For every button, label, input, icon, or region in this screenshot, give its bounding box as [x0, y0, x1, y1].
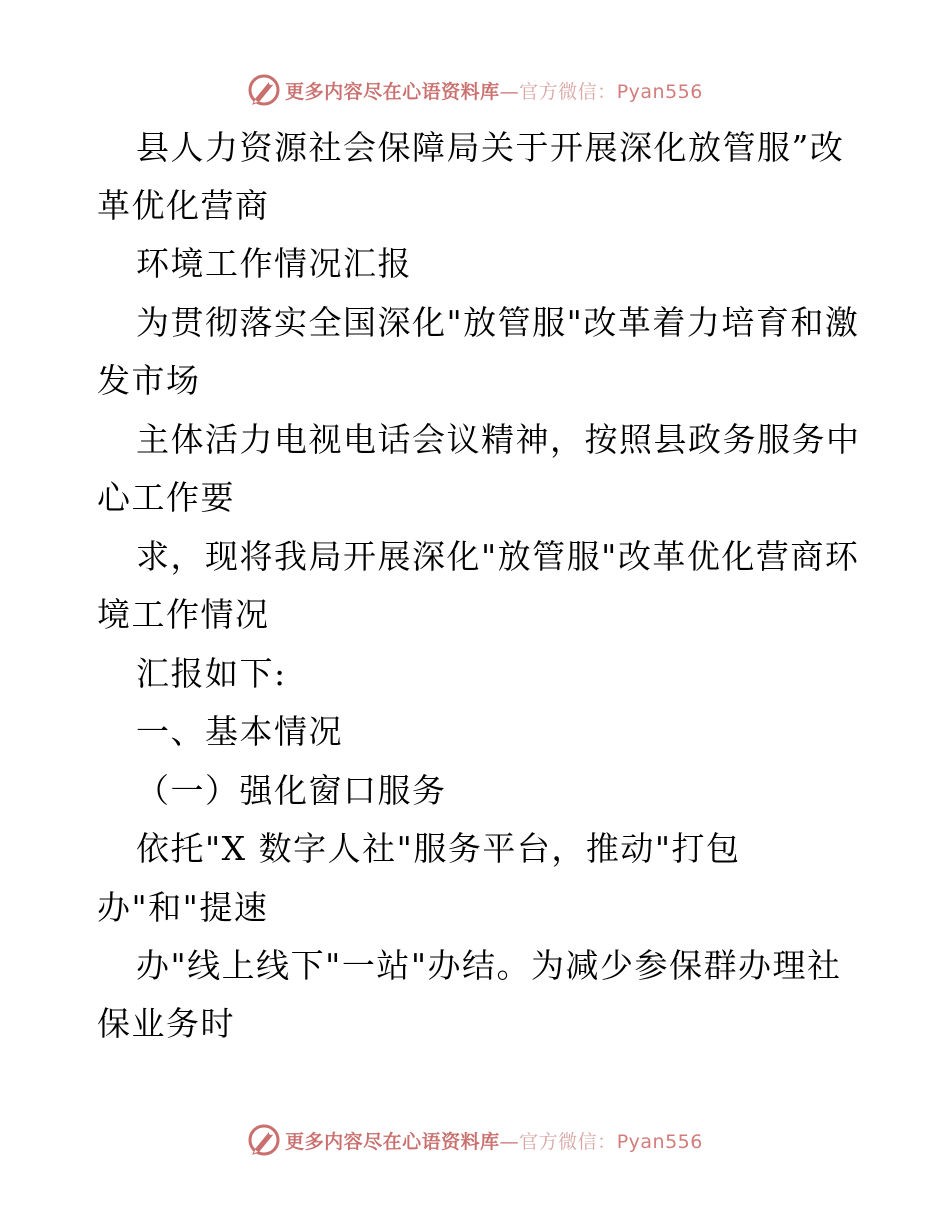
paragraph-line: 县人力资源社会保障局关于开展深化放管服”改 — [136, 128, 845, 167]
paragraph-line: 汇报如下: — [136, 654, 287, 693]
paragraph-line: 心工作要 — [97, 478, 235, 517]
paragraph-line: 求，现将我局开展深化"放管服"改革优化营商环 — [136, 537, 860, 576]
watermark-brand: 更多内容尽在心语资料库 — [285, 1130, 500, 1153]
paragraph-line: 发市场 — [97, 361, 201, 400]
watermark-wechat-label: 官方微信： — [519, 1130, 617, 1153]
pen-circle-logo-icon — [247, 1123, 281, 1157]
subsection-heading: （一）强化窗口服务 — [136, 771, 447, 810]
watermark-dash: — — [499, 1130, 520, 1153]
paragraph-line: 办"和"提速 — [97, 888, 269, 927]
paragraph-line: 依托"X 数字人社"服务平台，推动"打包 — [136, 829, 741, 868]
watermark-wechat-label: 官方微信： — [519, 80, 617, 103]
watermark-brand: 更多内容尽在心语资料库 — [285, 80, 500, 103]
paragraph-line: 办"线上线下"一站"办结。为减少参保群办理社 — [136, 946, 842, 985]
watermark-wechat-id: Pyan556 — [616, 80, 703, 103]
section-heading: 一、基本情况 — [136, 712, 343, 751]
watermark-wechat-id: Pyan556 — [616, 1130, 703, 1153]
paragraph-line: 革优化营商 — [97, 186, 270, 225]
paragraph-line: 环境工作情况汇报 — [136, 244, 412, 283]
paragraph-line: 为贯彻落实全国深化"放管服"改革着力培育和激 — [136, 303, 860, 342]
watermark-text — [285, 1127, 703, 1154]
watermark-dash: — — [499, 80, 520, 103]
paragraph-line: 境工作情况 — [97, 595, 270, 634]
paragraph-line: 保业务时 — [97, 1004, 235, 1043]
footer-watermark — [0, 1120, 950, 1160]
paragraph-line: 主体活力电视电话会议精神，按照县政务服务中 — [136, 420, 861, 459]
